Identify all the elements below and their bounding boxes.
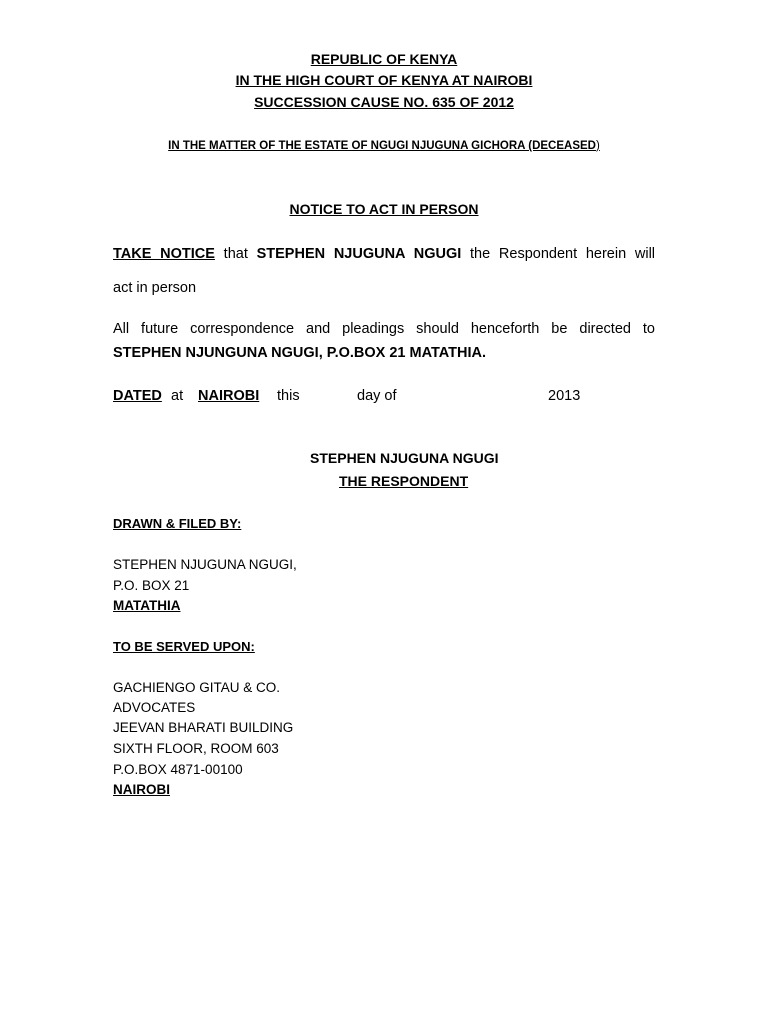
act-in-person-text: act in person (113, 280, 197, 296)
drawn-filed-heading: DRAWN & FILED BY: (113, 516, 242, 531)
take-notice-label: TAKE NOTICE (113, 246, 215, 262)
served-upon-line: P.O.BOX 4871-00100 (113, 762, 243, 777)
republic-heading: REPUBLIC OF KENYA (310, 51, 458, 67)
drawn-filed-town: MATATHIA (113, 598, 181, 613)
dated-label: DATED (113, 388, 162, 404)
respondent-name: STEPHEN NJUGUNA NGUGI (256, 246, 462, 262)
dated-year: 2013 (548, 388, 581, 404)
served-upon-line: GACHIENGO GITAU & CO. (113, 680, 281, 695)
signature-name: STEPHEN NJUGUNA NGUGI (310, 450, 499, 466)
served-upon-line: SIXTH FLOOR, ROOM 603 (113, 741, 279, 756)
correspondence-address: STEPHEN NJUNGUNA NGUGI, P.O.BOX 21 MATATHIA. (113, 345, 487, 361)
served-upon-line: JEEVAN BHARATI BUILDING (113, 720, 294, 735)
notice-title: NOTICE TO ACT IN PERSON (289, 201, 479, 217)
take-notice-that: that (223, 246, 248, 262)
drawn-filed-line: P.O. BOX 21 (113, 578, 190, 593)
served-upon-heading: TO BE SERVED UPON: (113, 639, 255, 654)
signature-role: THE RESPONDENT (339, 473, 469, 489)
cause-heading: SUCCESSION CAUSE NO. 635 OF 2012 (254, 94, 514, 110)
matter-suffix: ) (596, 140, 600, 152)
served-upon-town: NAIROBI (113, 782, 170, 797)
matter-prefix: IN THE MATTER OF THE ESTATE OF NGUGI NJUGUNA GICHORA (DECEASED (168, 140, 596, 152)
matter-heading (0, 137, 768, 155)
drawn-filed-line: STEPHEN NJUGUNA NGUGI, (113, 557, 297, 572)
dated-place: NAIROBI (198, 388, 260, 404)
take-notice-line (113, 244, 655, 264)
dated-this: this (277, 388, 300, 404)
court-heading: IN THE HIGH COURT OF KENYA AT NAIROBI (235, 72, 533, 88)
dated-at: at (171, 388, 184, 404)
take-notice-rest: the Respondent herein will (470, 246, 656, 262)
served-upon-line: ADVOCATES (113, 700, 196, 715)
dated-day-of: day of (357, 388, 397, 404)
correspondence-line: All future correspondence and pleadings should henceforth be directed to (113, 321, 655, 337)
